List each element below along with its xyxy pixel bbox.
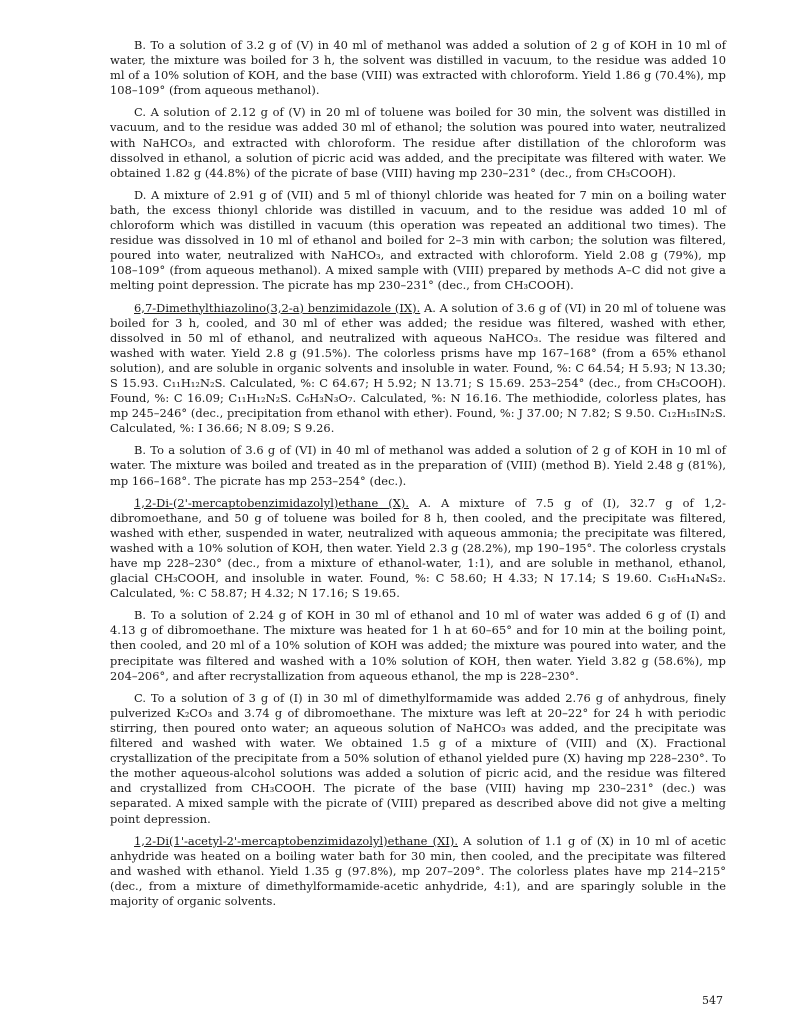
- paragraph-compound-x-b: [110, 608, 726, 683]
- paragraph-compound-xi: [110, 834, 726, 909]
- paragraph-compound-x-c: [110, 691, 726, 827]
- paragraph-text: A. A mixture of 7.5 g of (I), 32.7 g of 1,2-dibromoethane, and 50 g of toluene was boiled for 8 h, then cooled, and the precipitate was filtered, washed with ether, suspended in water, neutralized with aqueous ammonia; the precipitate was filtered, washed with a 10% solution of KOH, then water. Yield 2.3 g (28.2%), mp 190–195°. The colorless crystals have mp 228–230° (dec., from a mixture of ethanol-water, 1:1), and are soluble in methanol, ethanol, glacial CH₃COOH, and insoluble in water. Found, %: C 58.60; H 4.33; N 17.14; S 19.60. C₁₆H₁₄N₄S₂. Calculated, %: C 58.87; H 4.32; N 17.16; S 19.65.: [110, 495, 726, 601]
- page-number: 547: [702, 994, 723, 1007]
- paragraph-method-d-viii: [110, 188, 726, 294]
- paragraph-method-c-viii: [110, 105, 726, 180]
- paragraph-text: B. To a solution of 3.6 g of (VI) in 40 ml of methanol was added a solution of 2 g of KOH in 10 ml of water. The mixture was boiled and treated as in the preparation of (VIII) (method B). Yield 2.48 g (81%), mp 166–168°. The picrate has mp 253–254° (dec.).: [110, 443, 726, 488]
- compound-heading: 1,2-Di-(2'-mercaptobenzimidazolyl)ethane (X).: [134, 495, 410, 510]
- paragraph-method-b-viii: [110, 38, 726, 98]
- paragraph-compound-x-a: [110, 496, 726, 602]
- paragraph-text: B. To a solution of 3.2 g of (V) in 40 ml of methanol was added a solution of 2 g of KOH in 10 ml of water, the mixture was boiled for 3 h, the solvent was distilled in vacuum, to the residue was added 10 ml of a 10% solution of KOH, and the base (VIII) was extracted with chloroform. Yield 1.86 g (70.4%), mp 108–109° (from aqueous methanol).: [110, 38, 726, 98]
- paragraph-text: C. To a solution of 3 g of (I) in 30 ml of dimethylformamide was added 2.76 g of anhydrous, finely pulverized K₂CO₃ and 3.74 g of dibromoethane. The mixture was left at 20–22° for 24 h with periodic stirring, then poured onto water; an aqueous solution of NaHCO₃ was added, and the precipitate was filtered and washed with water. We obtained 1.5 g of a mixture of (VIII) and (X). Fractional crystallization of the precipitate from a 50% solution of ethanol yielded pure (X) having mp 228–230°. To the mother aqueous-alcohol solutions was added a solution of picric acid, and the residue was filtered and crystallized from CH₃COOH. The picrate of the base (VIII) having mp 230–231° (dec.) was separated. A mixed sample with the picrate of (VIII) prepared as described above did not give a melting point depression.: [110, 690, 726, 826]
- paragraph-text: C. A solution of 2.12 g of (V) in 20 ml of toluene was boiled for 30 min, the solvent was distilled in vacuum, and to the residue was added 30 ml of ethanol; the solution was poured into water, neutralized with NaHCO₃, and extracted with chloroform. The residue after distillation of the chloroform was dissolved in ethanol, a solution of picric acid was added, and the precipitate was filtered with water. We obtained 1.82 g (44.8%) of the picrate of base (VIII) having mp 230–231° (dec., from CH₃COOH).: [110, 105, 726, 180]
- paragraph-text: A. A solution of 3.6 g of (VI) in 20 ml of toluene was boiled for 3 h, cooled, and 30 ml of ether was added; the residue was filtered, washed with ether, dissolved in 50 ml of ethanol, and neutralized with aqueous NaHCO₃. The residue was filtered and washed with water. Yield 2.8 g (91.5%). The colorless prisms have mp 167–168° (from a 65% ethanol solution), and are soluble in organic solvents and insoluble in water. Found, %: C 64.54; H 5.93; N 13.30; S 15.93. C₁₁H₁₂N₂S. Calculated, %: C 64.67; H 5.92; N 13.71; S 15.69. 253–254° (dec., from CH₃COOH). Found, %: C 16.09; C₁₁H₁₂N₂S. C₆H₃N₃O₇. Calculated, %: N 16.16. The methiodide, colorless plates, has mp 245–246° (dec., precipitation from ethanol with ether). Found, %: J 37.00; N 7.82; S 9.50. C₁₂H₁₅IN₂S. Calculated, %: I 36.66; N 8.09; S 9.26.: [110, 300, 726, 436]
- paragraph-text: B. To a solution of 2.24 g of KOH in 30 ml of ethanol and 10 ml of water was added 6 g of (I) and 4.13 g of dibromoethane. The mixture was heated for 1 h at 60–65° and for 10 min at the boiling point, then cooled, and 20 ml of a 10% solution of KOH was added; the mixture was poured into water, and the precipitate was filtered and washed with a 10% solution of KOH, then water. Yield 3.82 g (58.6%), mp 204–206°, and after recrystallization from aqueous ethanol, the mp is 228–230°.: [110, 608, 726, 683]
- paragraph-text: A solution of 1.1 g of (X) in 10 ml of acetic anhydride was heated on a boiling water bath for 30 min, then cooled, and the precipitate was filtered and washed with ethanol. Yield 1.35 g (97.8%), mp 207–209°. The colorless plates have mp 214–215° (dec., from a mixture of dimethylformamide-acetic anhydride, 4:1), and are sparingly soluble in the majority of organic solvents.: [110, 833, 726, 908]
- paragraph-compound-ix-a: [110, 301, 726, 437]
- paragraph-text: D. A mixture of 2.91 g of (VII) and 5 ml of thionyl chloride was heated for 7 min on a boiling water bath, the excess thionyl chloride was distilled in vacuum, and to the residue was added 10 ml of chloroform which was distilled in vacuum (this operation was repeated an additional two times). The residue was dissolved in 10 ml of ethanol and boiled for 2–3 min with carbon; the solution was filtered, poured into water, neutralized with NaHCO₃, and extracted with chloroform. Yield 2.08 g (79%), mp 108–109° (from aqueous methanol). A mixed sample with (VIII) prepared by methods A–C did not give a melting point depression. The picrate has mp 230–231° (dec., from CH₃COOH).: [110, 187, 726, 293]
- text-column: [110, 38, 726, 916]
- compound-heading: 6,7-Dimethylthiazolino(3,2-a) benzimidazole (IX).: [134, 300, 421, 315]
- compound-heading: 1,2-Di(1'-acetyl-2'-mercaptobenzimidazolyl)ethane (XI).: [134, 833, 458, 848]
- paragraph-compound-ix-b: [110, 443, 726, 488]
